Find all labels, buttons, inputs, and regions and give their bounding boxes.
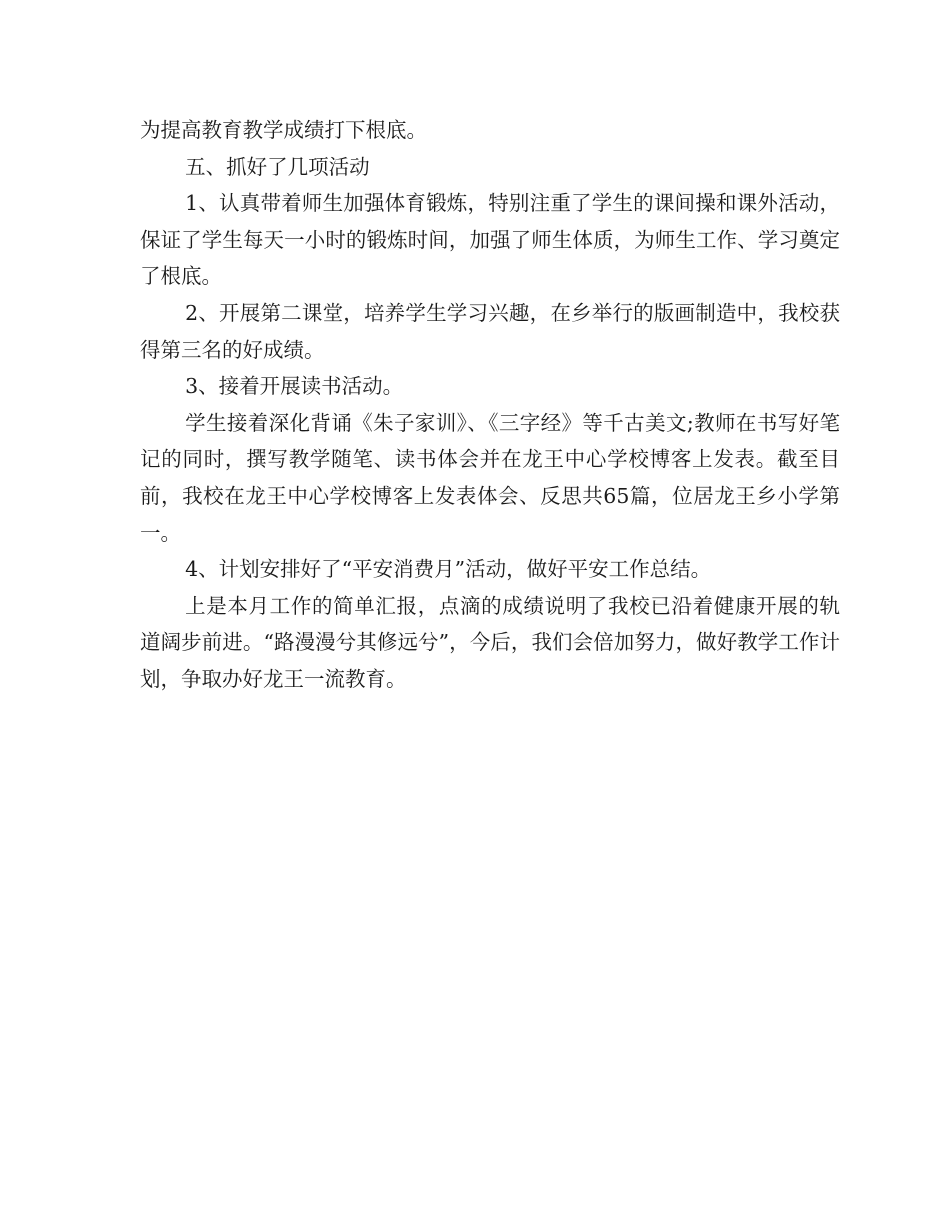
- paragraph-reading-details: 学生接着深化背诵《朱子家训》、《三字经》等千古美文;教师在书写好笔记的同时，撰写教学随笔、读书体会并在龙王中心学校博客上发表。截至目前，我校在龙王中心学校博客上发表体会、反思共65篇，位居龙王乡小学第一。: [140, 410, 840, 545]
- section-heading-activities: 五、抓好了几项活动: [185, 154, 370, 179]
- paragraph-item-3: 3、接着开展读书活动。: [185, 374, 404, 399]
- document-body: [140, 112, 840, 698]
- paragraph-summary: 上是本月工作的简单汇报，点滴的成绩说明了我校已沿着健康开展的轨道阔步前进。“路漫漫兮其修远兮”，今后，我们会倍加努力，做好教学工作计划，争取办好龙王一流教育。: [140, 593, 840, 691]
- paragraph-continuation: 为提高教育教学成绩打下根底。: [140, 118, 427, 142]
- paragraph-item-4: 4、计划安排好了“平安消费月”活动，做好平安工作总结。: [185, 557, 712, 582]
- paragraph-item-2: 2、开展第二课堂，培养学生学习兴趣，在乡举行的版画制造中，我校获得第三名的好成绩。: [140, 300, 840, 362]
- paragraph-item-1: 1、认真带着师生加强体育锻炼，特别注重了学生的课间操和课外活动，保证了学生每天一小时的锻炼时间，加强了师生体质，为师生工作、学习奠定了根底。: [140, 191, 840, 289]
